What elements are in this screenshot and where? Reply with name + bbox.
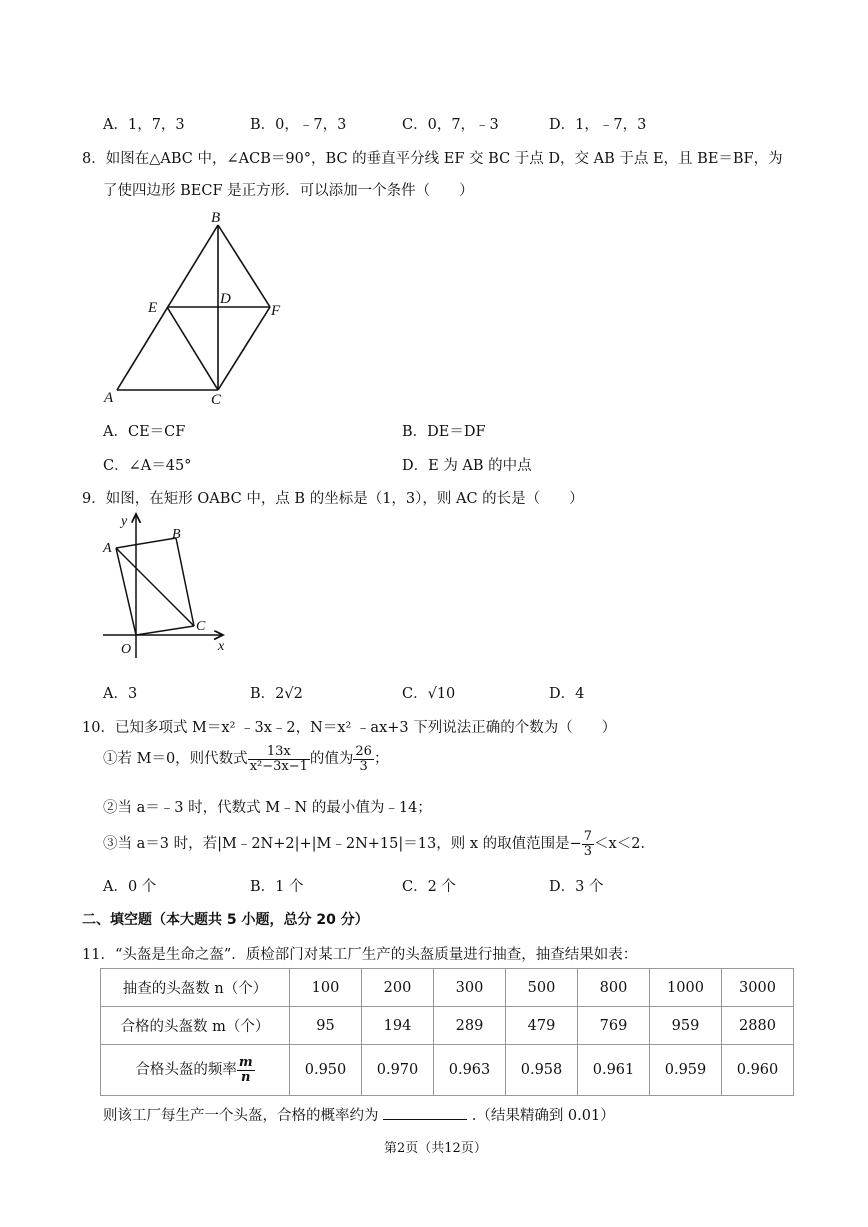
q7-option-d: D．1，﹣7，3: [549, 117, 647, 133]
q8-label-d: D: [220, 291, 231, 307]
q9-label-b: B: [172, 527, 181, 542]
table-row-header: 合格的头盔数 m（个）: [101, 1007, 290, 1045]
table-cell: 479: [506, 1007, 578, 1045]
q9-option-c: C．√10: [402, 686, 456, 702]
q10-option-b: B．1 个: [250, 879, 304, 895]
page-footer: 第2页（共12页）: [384, 1141, 487, 1156]
q7-option-a: A．1，7，3: [103, 117, 185, 133]
q8-option-a: A．CE＝CF: [103, 424, 186, 440]
q8-label-c: C: [211, 392, 222, 408]
table-cell: 0.963: [434, 1045, 506, 1096]
q9-stem: 9．如图，在矩形 OABC 中，点 B 的坐标是（1，3），则 AC 的长是（ ）: [82, 491, 584, 507]
table-cell: 3000: [722, 969, 794, 1007]
q7-option-b: B．0，﹣7，3: [250, 117, 347, 133]
q8-label-e: E: [148, 300, 158, 316]
table-cell: 194: [362, 1007, 434, 1045]
q10-fraction-range: $\frac{7}{3}$: [583, 829, 593, 859]
q8-stem-line1: 8．如图在△ABC 中，∠ACB＝90°，BC 的垂直平分线 EF 交 BC 于点 D，交 AB 于点 E，且 BE＝BF，为: [82, 151, 783, 167]
table-cell: 0.950: [290, 1045, 362, 1096]
q8-figure: [98, 205, 298, 410]
q9-option-d: D．4: [549, 686, 585, 702]
table-cell: 289: [434, 1007, 506, 1045]
table-row: [101, 1045, 794, 1096]
q8-option-c: C．∠A＝45°: [103, 458, 192, 474]
q9-label-c: C: [196, 619, 206, 634]
table-cell: 0.958: [506, 1045, 578, 1096]
table-row: [101, 969, 794, 1007]
table-cell: 0.960: [722, 1045, 794, 1096]
table-cell: 0.961: [578, 1045, 650, 1096]
q8-label-b: B: [211, 210, 221, 226]
table-cell: 769: [578, 1007, 650, 1045]
table-cell: 0.970: [362, 1045, 434, 1096]
table-cell: 1000: [650, 969, 722, 1007]
q10-statement-3: ③当 a＝3 时，若|M﹣2N+2|+|M﹣2N+15|＝13，则 x 的取值范围是− $\frac{7}{3}$ ＜x＜2．: [103, 829, 655, 859]
q9-label-a: A: [103, 541, 112, 556]
q10-fraction-value: $\frac{26}{3}$: [355, 744, 372, 774]
q9-figure: [98, 508, 238, 663]
q9-label-y: y: [121, 514, 128, 529]
q9-option-b: B．2√2: [250, 686, 303, 702]
q10-option-a: A．0 个: [103, 879, 157, 895]
q11-stem: 11．“头盔是生命之盔”．质检部门对某工厂生产的头盔质量进行抽查，抽查结果如表：: [82, 947, 638, 963]
table-cell: 959: [650, 1007, 722, 1045]
q11-table: [100, 968, 794, 1096]
table-cell: 300: [434, 969, 506, 1007]
table-cell: 100: [290, 969, 362, 1007]
q9-label-o: O: [121, 642, 132, 657]
answer-blank[interactable]: [383, 1105, 467, 1120]
q8-label-f: F: [271, 303, 281, 319]
q10-stem: 10．已知多项式 M＝x² ﹣3x﹣2，N＝x² ﹣ax+3 下列说法正确的个数为（ ）: [82, 720, 617, 736]
table-row-header: 抽查的头盔数 n（个）: [101, 969, 290, 1007]
table-cell: 0.959: [650, 1045, 722, 1096]
table-cell: 95: [290, 1007, 362, 1045]
table-cell: 800: [578, 969, 650, 1007]
q8-stem-line2: 了使四边形 BECF 是正方形．可以添加一个条件（ ）: [103, 183, 474, 199]
table-row-header: 合格头盔的频率 $\frac{m}{n}$: [101, 1045, 290, 1096]
q10-option-c: C．2 个: [402, 879, 456, 895]
q10-statement-2: ②当 a＝﹣3 时，代数式 M﹣N 的最小值为﹣14；: [103, 800, 432, 816]
table-cell: 500: [506, 969, 578, 1007]
q10-statement-1: ①若 M＝0，则代数式 $\frac{13x}{\text{x²−3x−1}}$ 的值为 $\frac{26}{3}$ ；: [103, 744, 389, 774]
table-row: [101, 1007, 794, 1045]
q7-option-c: C．0，7，﹣3: [402, 117, 499, 133]
q10-option-d: D．3 个: [549, 879, 604, 895]
q9-label-x: x: [218, 639, 225, 654]
table-cell: 2880: [722, 1007, 794, 1045]
q8-option-b: B．DE＝DF: [402, 424, 486, 440]
q8-label-a: A: [104, 390, 114, 406]
q8-option-d: D．E 为 AB 的中点: [402, 458, 532, 474]
frequency-fraction: $\frac{m}{n}$: [238, 1054, 253, 1085]
q10-fraction-expr: $\frac{13x}{\text{x²−3x−1}}$: [249, 744, 308, 774]
table-cell: 200: [362, 969, 434, 1007]
q11-question: 则该工厂每生产一个头盔，合格的概率约为 .（结果精确到 0.01）: [103, 1104, 615, 1125]
section-heading-fill-blank: 二、填空题（本大题共 5 小题，总分 20 分）: [82, 912, 369, 928]
q9-option-a: A．3: [103, 686, 138, 702]
